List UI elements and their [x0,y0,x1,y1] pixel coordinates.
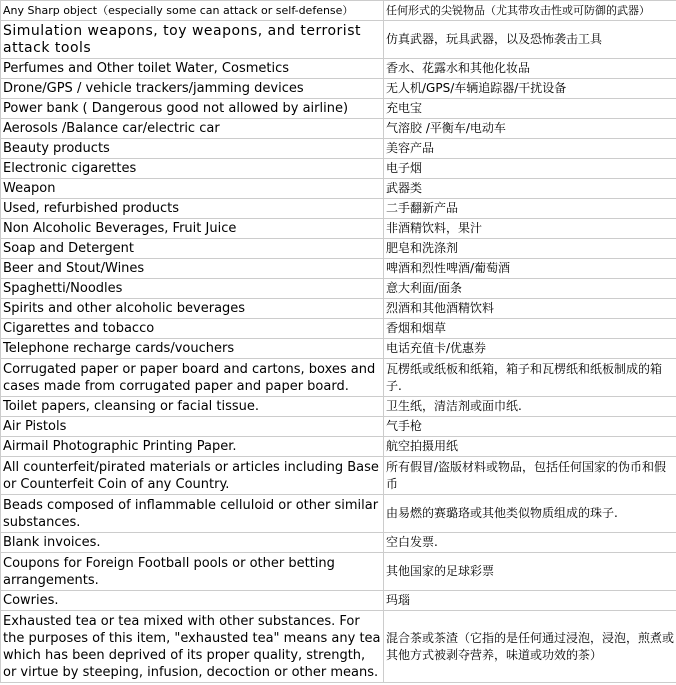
table-row [1,339,676,359]
item-chinese: 意大利面/面条 [384,279,676,299]
item-chinese: 无人机/GPS/车辆追踪器/干扰设备 [384,79,676,99]
table-row [1,179,676,199]
item-english: Aerosols /Balance car/electric car [1,119,384,139]
item-english: Any Sharp object（especially some can attack or self-defense） [1,1,384,21]
item-chinese: 空白发票. [384,533,676,553]
table-row [1,457,676,495]
item-chinese: 烈酒和其他酒精饮料 [384,299,676,319]
table-row [1,1,676,21]
item-english: Telephone recharge cards/vouchers [1,339,384,359]
item-english: Non Alcoholic Beverages, Fruit Juice [1,219,384,239]
item-english: Spaghetti/Noodles [1,279,384,299]
item-chinese: 所有假冒/盗版材料或物品，包括任何国家的伪币和假币 [384,457,676,495]
table-row [1,59,676,79]
table-row [1,239,676,259]
table-row [1,199,676,219]
item-chinese: 卫生纸，清洁剂或面巾纸. [384,397,676,417]
table-row [1,21,676,59]
item-english: Power bank ( Dangerous good not allowed by airline) [1,99,384,119]
table-row [1,259,676,279]
table-row [1,359,676,397]
item-english: Used, refurbished products [1,199,384,219]
item-chinese: 气手枪 [384,417,676,437]
item-chinese: 玛瑙 [384,591,676,611]
item-chinese: 其他国家的足球彩票 [384,553,676,591]
item-chinese: 气溶胶 /平衡车/电动车 [384,119,676,139]
item-english: Blank invoices. [1,533,384,553]
item-english: Beads composed of inflammable celluloid or other similar substances. [1,495,384,533]
item-chinese: 充电宝 [384,99,676,119]
item-english: Corrugated paper or paper board and cartons, boxes and cases made from corrugated paper and paper board. [1,359,384,397]
item-chinese: 由易燃的赛璐珞或其他类似物质组成的珠子. [384,495,676,533]
item-english: Weapon [1,179,384,199]
item-english: Cigarettes and tobacco [1,319,384,339]
item-english: Beer and Stout/Wines [1,259,384,279]
table-row [1,495,676,533]
item-english: Spirits and other alcoholic beverages [1,299,384,319]
item-chinese: 瓦楞纸或纸板和纸箱，箱子和瓦楞纸和纸板制成的箱子. [384,359,676,397]
item-english: Drone/GPS / vehicle trackers/jamming devices [1,79,384,99]
item-chinese: 航空拍摄用纸 [384,437,676,457]
table-row [1,159,676,179]
table-row [1,79,676,99]
item-chinese: 美容产品 [384,139,676,159]
item-chinese: 香水、花露水和其他化妆品 [384,59,676,79]
table-row [1,553,676,591]
item-english: Exhausted tea or tea mixed with other substances. For the purposes of this item, "exhausted tea" means any tea which has been deprived of its proper quality, strength, or virtue by steeping, infusion, decoction or other means. [1,611,384,683]
table-row [1,611,676,683]
item-chinese: 香烟和烟草 [384,319,676,339]
item-chinese: 仿真武器，玩具武器，以及恐怖袭击工具 [384,21,676,59]
item-english: All counterfeit/pirated materials or articles including Base or Counterfeit Coin of any Country. [1,457,384,495]
table-row [1,417,676,437]
table-row [1,219,676,239]
item-chinese: 啤酒和烈性啤酒/葡萄酒 [384,259,676,279]
item-english: Beauty products [1,139,384,159]
table-row [1,139,676,159]
item-chinese: 武器类 [384,179,676,199]
table-row [1,279,676,299]
item-chinese: 电子烟 [384,159,676,179]
item-english: Perfumes and Other toilet Water, Cosmetics [1,59,384,79]
item-chinese: 非酒精饮料，果汁 [384,219,676,239]
table-row [1,299,676,319]
item-chinese: 二手翻新产品 [384,199,676,219]
table-row [1,119,676,139]
table-row [1,591,676,611]
item-english: Airmail Photographic Printing Paper. [1,437,384,457]
item-english: Coupons for Foreign Football pools or other betting arrangements. [1,553,384,591]
item-chinese: 肥皂和洗涤剂 [384,239,676,259]
table-row [1,533,676,553]
item-chinese: 电话充值卡/优惠券 [384,339,676,359]
item-chinese: 任何形式的尖锐物品（尤其带攻击性或可防御的武器） [384,1,676,21]
table-row [1,319,676,339]
item-chinese: 混合茶或茶渣（它指的是任何通过浸泡，浸泡，煎煮或其他方式被剥夺营养，味道或功效的茶） [384,611,676,683]
item-english: Toilet papers, cleansing or facial tissue. [1,397,384,417]
item-english: Air Pistols [1,417,384,437]
item-english: Simulation weapons, toy weapons, and terrorist attack tools [1,21,384,59]
item-english: Cowries. [1,591,384,611]
table-row [1,397,676,417]
item-english: Electronic cigarettes [1,159,384,179]
table-row [1,437,676,457]
item-english: Soap and Detergent [1,239,384,259]
table-row [1,99,676,119]
